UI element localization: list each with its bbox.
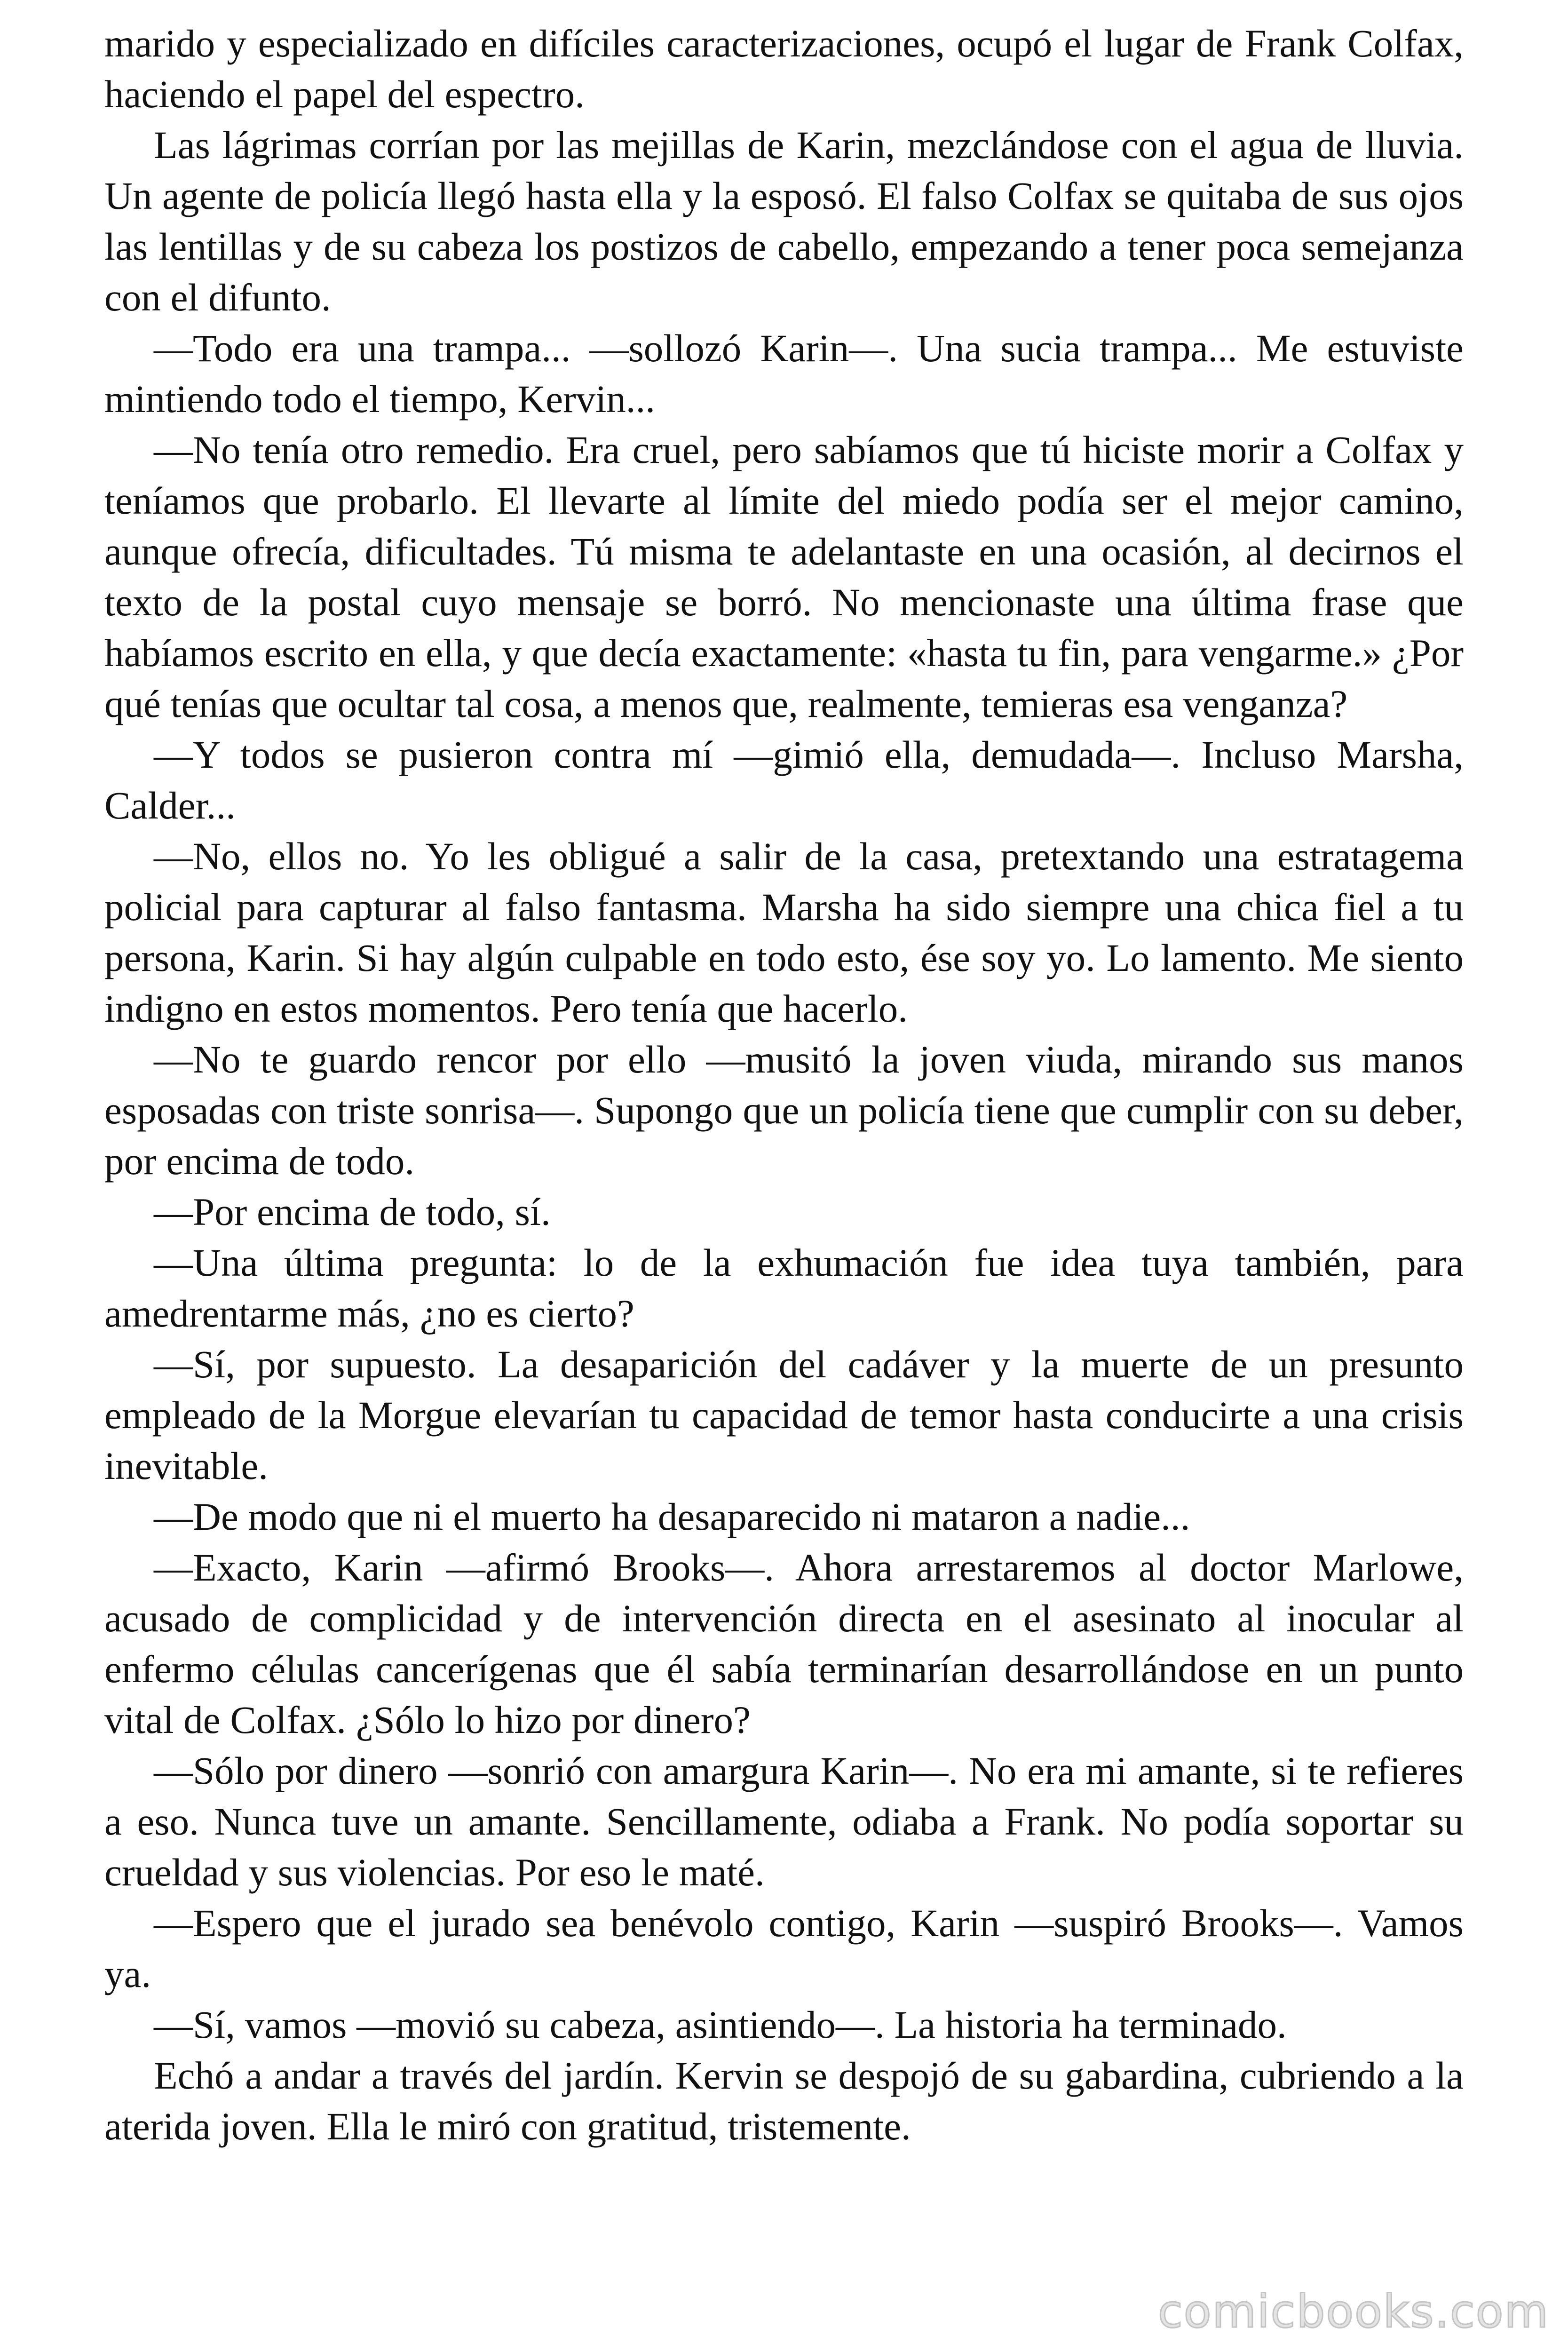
- paragraph: —Espero que el jurado sea benévolo contigo, Karin —suspiró Brooks—. Vamos ya.: [104, 1901, 1464, 1995]
- paragraph: —Sí, vamos —movió su cabeza, asintiendo—. La historia ha terminado.: [154, 2003, 1287, 2046]
- paragraph: —Una última pregunta: lo de la exhumación fue idea tuya también, para amedrentarme más, ¿no es cierto?: [104, 1241, 1464, 1335]
- paragraph: —De modo que ni el muerto ha desaparecido ni mataron a nadie...: [154, 1495, 1190, 1538]
- paragraph: marido y especializado en difíciles caracterizaciones, ocupó el lugar de Frank Colfax, haciendo el papel del espectro.: [104, 22, 1464, 116]
- paragraph: —Sólo por dinero —sonrió con amargura Karin—. No era mi amante, si te refieres a eso. Nunca tuve un amante. Sencillamente, odiaba a Frank. No podía soportar su crueldad y sus violencias. Por eso le maté.: [104, 1749, 1464, 1894]
- body-text: [104, 18, 1464, 2152]
- paragraph: —Sí, por supuesto. La desaparición del cadáver y la muerte de un presunto empleado de la Morgue elevarían tu capacidad de temor hasta conducirte a una crisis inevitable.: [104, 1343, 1464, 1487]
- paragraph: —Por encima de todo, sí.: [154, 1190, 551, 1233]
- paragraph: —Y todos se pusieron contra mí —gimió ella, demudada—. Incluso Marsha, Calder...: [104, 733, 1464, 827]
- paragraph: —No, ellos no. Yo les obligué a salir de la casa, pretextando una estratagema policial para capturar al falso fantasma. Marsha ha sido siempre una chica fiel a tu persona, Karin. Si hay algún culpable en todo esto, ése soy yo. Lo lamento. Me siento indigno en estos momentos. Pero tenía que hacerlo.: [104, 834, 1464, 1030]
- paragraph: —Exacto, Karin —afirmó Brooks—. Ahora arrestaremos al doctor Marlowe, acusado de complicidad y de intervención directa en el asesinato al inocular al enfermo células cancerígenas que él sabía terminarían desarrollándose en un punto vital de Colfax. ¿Sólo lo hizo por dinero?: [104, 1546, 1464, 1741]
- watermark: comicbooks.com: [1157, 2285, 1549, 2338]
- paragraph: —Todo era una trampa... —sollozó Karin—. Una sucia trampa... Me estuviste mintiendo todo el tiempo, Kervin...: [104, 326, 1464, 421]
- paragraph: Las lágrimas corrían por las mejillas de Karin, mezclándose con el agua de lluvia. Un agente de policía llegó hasta ella y la esposó. El falso Colfax se quitaba de sus ojos las lentillas y de su cabeza los postizos de cabello, empezando a tener poca semejanza con el difunto.: [104, 123, 1464, 319]
- paragraph: —No tenía otro remedio. Era cruel, pero sabíamos que tú hiciste morir a Colfax y teníamos que probarlo. El llevarte al límite del miedo podía ser el mejor camino, aunque ofrecía, dificultades. Tú misma te adelantaste en una ocasión, al decirnos el texto de la postal cuyo mensaje se borró. No mencionaste una última frase que habíamos escrito en ella, y que decía exactamente: «hasta tu fin, para vengarme.» ¿Por qué tenías que ocultar tal cosa, a menos que, realmente, temieras esa venganza?: [104, 428, 1464, 725]
- paragraph: —No te guardo rencor por ello —musitó la joven viuda, mirando sus manos esposadas con triste sonrisa—. Supongo que un policía tiene que cumplir con su deber, por encima de todo.: [104, 1038, 1464, 1183]
- paragraph: Echó a andar a través del jardín. Kervin se despojó de su gabardina, cubriendo a la aterida joven. Ella le miró con gratitud, tristemente.: [104, 2054, 1464, 2148]
